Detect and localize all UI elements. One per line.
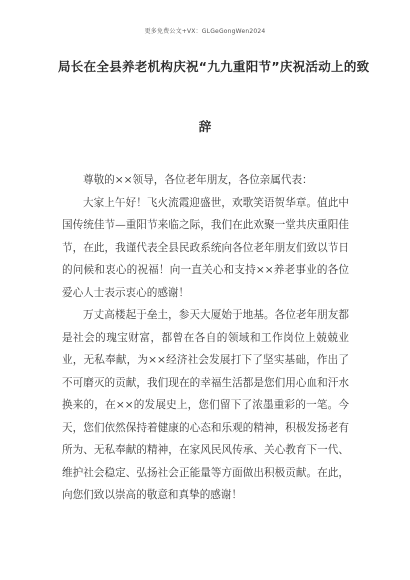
document-title: 局长在全县养老机构庆祝“九九重阳节”庆祝活动上的致 [58,59,370,74]
document-title-continuation: 辞 [198,119,212,134]
salutation: 尊敬的××领导，各位老年朋友，各位亲属代表： [83,174,313,186]
paragraph-tribute: 万丈高楼起于垒土，参天大厦始于地基。各位老年朋友都是社会的瑰宝财富，都曾在各自的领域和工作岗位上兢兢业业，无私奉献，为××经济社会发展打下了坚实基础，作出了不可磨灭的贡献，我们现在的幸福生活都是您们用心血和汗水换来的，在××的发展史上，您们留下了浓墨重彩的一笔。今天，您们依然保持着健康的心态和乐观的精神，积极发扬老有所为、无私奉献的精神，在家风民风传承、关心教育下一代、维护社会稳定、弘扬社会正能量等方面做出积极贡献。在此，向您们致以崇高的敬意和真挚的感谢！ [62,309,349,501]
document-body [62,169,349,507]
paragraph-greeting: 大家上午好！飞火流霞迎盛世，欢歌笑语贺华章。值此中国传统佳节—重阳节来临之际，我们在此欢聚一堂共庆重阳佳节，在此，我谨代表全县民政系统向各位老年朋友们致以节日的问候和衷心的祝福！向一直关心和支持××养老事业的各位爱心人士表示衷心的感谢！ [62,196,349,299]
header-note: 更多免费公文+VX：GLGeGongWen2024 [144,28,266,35]
